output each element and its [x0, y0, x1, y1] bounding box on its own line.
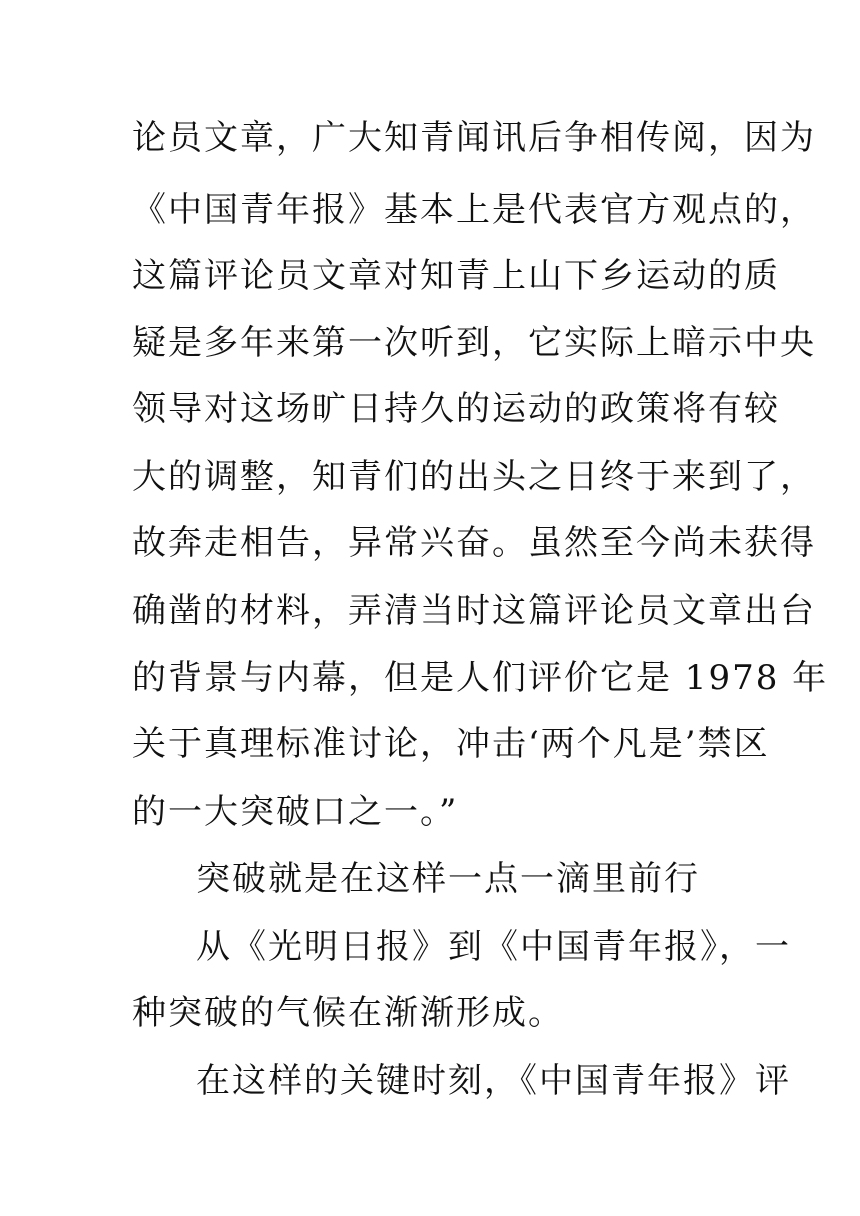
paragraph-first-line: 在这样的关键时刻，《中国青年报》评: [196, 1061, 791, 1101]
text-line: 大的调整，知青们的出头之日终于来到了，: [132, 457, 816, 497]
text-line: 《中国青年报》基本上是代表官方观点的，: [132, 190, 816, 230]
text-line: 确凿的材料，弄清当时这篇评论员文章出台: [132, 591, 816, 631]
text-line: 的一大突破口之一。”: [132, 792, 459, 832]
text-line: 的背景与内幕，但是人们评价它是 1978 年: [132, 658, 829, 698]
text-line: 这篇评论员文章对知青上山下乡运动的质: [132, 256, 780, 296]
text-line: 领导对这场旷日持久的运动的政策将有较: [132, 389, 780, 429]
section-heading: 突破就是在这样一点一滴里前行: [196, 859, 700, 899]
paragraph-first-line: 从《光明日报》到《中国青年报》，一: [196, 927, 791, 967]
text-line: 论员文章，广大知青闻讯后争相传阅，因为: [132, 118, 816, 158]
text-line: 种突破的气候在渐渐形成。: [132, 993, 564, 1033]
text-line: 故奔走相告，异常兴奋。虽然至今尚未获得: [132, 523, 816, 563]
text-line: 疑是多年来第一次听到，它实际上暗示中央: [132, 323, 816, 363]
text-line: 关于真理标准讨论，冲击‘两个凡是’禁区: [132, 724, 770, 764]
